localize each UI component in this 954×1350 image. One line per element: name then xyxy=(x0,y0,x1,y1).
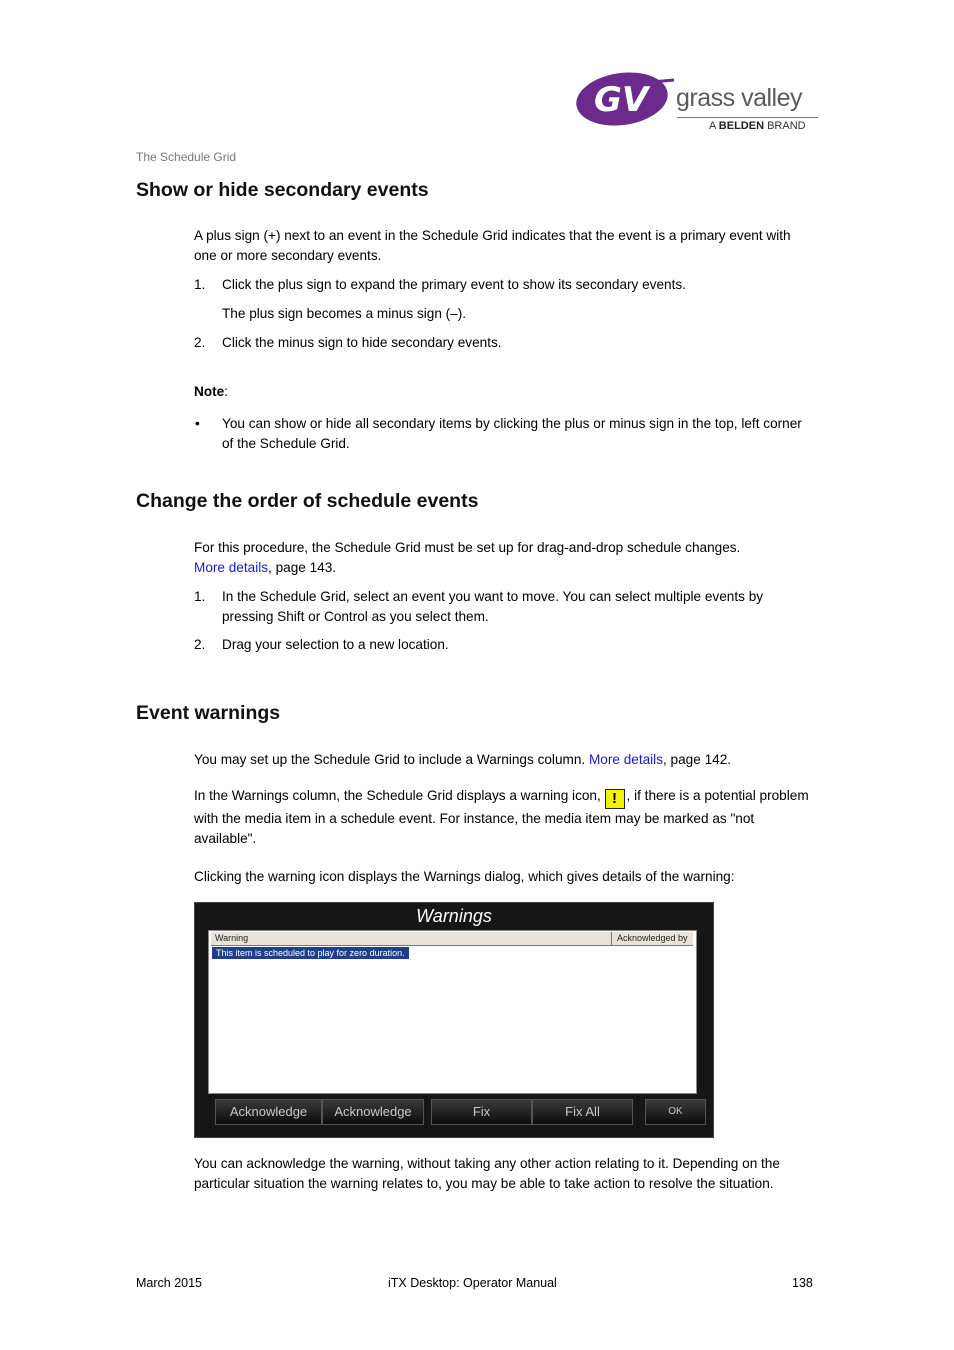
logo-divider xyxy=(677,117,818,118)
ok-button[interactable]: OK xyxy=(645,1099,706,1125)
logo-brand: A BELDEN BRAND xyxy=(709,120,806,132)
step-text: Click the plus sign to expand the primary event to show its secondary events. xyxy=(222,277,686,292)
paragraph: For this procedure, the Schedule Grid must be set up for drag-and-drop schedule changes. More details, page 143. xyxy=(194,540,741,575)
page-number: 138 xyxy=(792,1276,813,1290)
step-text: Click the minus sign to hide secondary events. xyxy=(222,335,502,350)
more-details-link[interactable]: More details xyxy=(194,559,269,575)
logo-name: grass valley xyxy=(676,84,802,112)
fix-button[interactable]: Fix xyxy=(431,1099,532,1125)
footer-title: iTX Desktop: Operator Manual xyxy=(388,1276,557,1290)
step-result: The plus sign becomes a minus sign (–). xyxy=(222,306,467,321)
step-number: 2. xyxy=(194,335,206,350)
grass-valley-logo xyxy=(574,70,824,136)
warning-icon: ! xyxy=(605,789,625,809)
paragraph: You may set up the Schedule Grid to include a Warnings column. More details, page 142. xyxy=(194,752,732,767)
step-text: In the Schedule Grid, select an event you want to move. You can select multiple events by pressing Shift or Control as you select them. xyxy=(222,589,764,624)
section-title-event-warnings: Event warnings xyxy=(136,702,281,724)
column-acknowledged-by[interactable]: Acknowledged by xyxy=(611,932,688,945)
paragraph: In the Warnings column, the Schedule Grid displays a warning icon, ! , if there is a potential problem with the media item in a schedule event. For instance, the media item may be marked as "not available". xyxy=(194,788,809,846)
section-title-change-order: Change the order of schedule events xyxy=(136,490,479,512)
note-label: Note: xyxy=(194,384,228,399)
step-number: 1. xyxy=(194,277,206,292)
list-item[interactable]: This item is scheduled to play for zero duration. xyxy=(212,947,409,959)
bullet: • xyxy=(195,416,200,431)
step-number: 1. xyxy=(194,589,206,604)
dialog-title: Warnings xyxy=(416,906,492,926)
section-title-show-hide: Show or hide secondary events xyxy=(136,179,429,201)
paragraph: Clicking the warning icon displays the Warnings dialog, which gives details of the warning: xyxy=(194,869,735,884)
warnings-list[interactable] xyxy=(208,930,697,1094)
gv-logo-mark-icon xyxy=(574,70,678,128)
paragraph: You can acknowledge the warning, without taking any other action relating to it. Depending on the particular situation the warning relates to, you may be able to take action to resolve the situation. xyxy=(194,1156,780,1191)
note-text: You can show or hide all secondary items by clicking the plus or minus sign in the top, left corner of the Schedule Grid. xyxy=(222,416,802,451)
list-header xyxy=(211,932,693,946)
acknowledge-button[interactable]: Acknowledge xyxy=(215,1099,322,1125)
step-number: 2. xyxy=(194,637,206,652)
paragraph: A plus sign (+) next to an event in the Schedule Grid indicates that the event is a primary event with one or more secondary events. xyxy=(194,228,791,263)
footer-date: March 2015 xyxy=(136,1276,203,1290)
more-details-link[interactable]: More details xyxy=(588,752,663,767)
svg-text:GV: GV xyxy=(594,80,649,120)
warnings-dialog xyxy=(194,902,714,1138)
fix-all-button[interactable]: Fix All xyxy=(532,1099,633,1125)
acknowledge-all-button[interactable]: Acknowledge xyxy=(322,1099,424,1125)
step-text: Drag your selection to a new location. xyxy=(222,637,449,652)
breadcrumb: The Schedule Grid xyxy=(136,150,237,164)
column-warning[interactable]: Warning xyxy=(215,933,249,943)
